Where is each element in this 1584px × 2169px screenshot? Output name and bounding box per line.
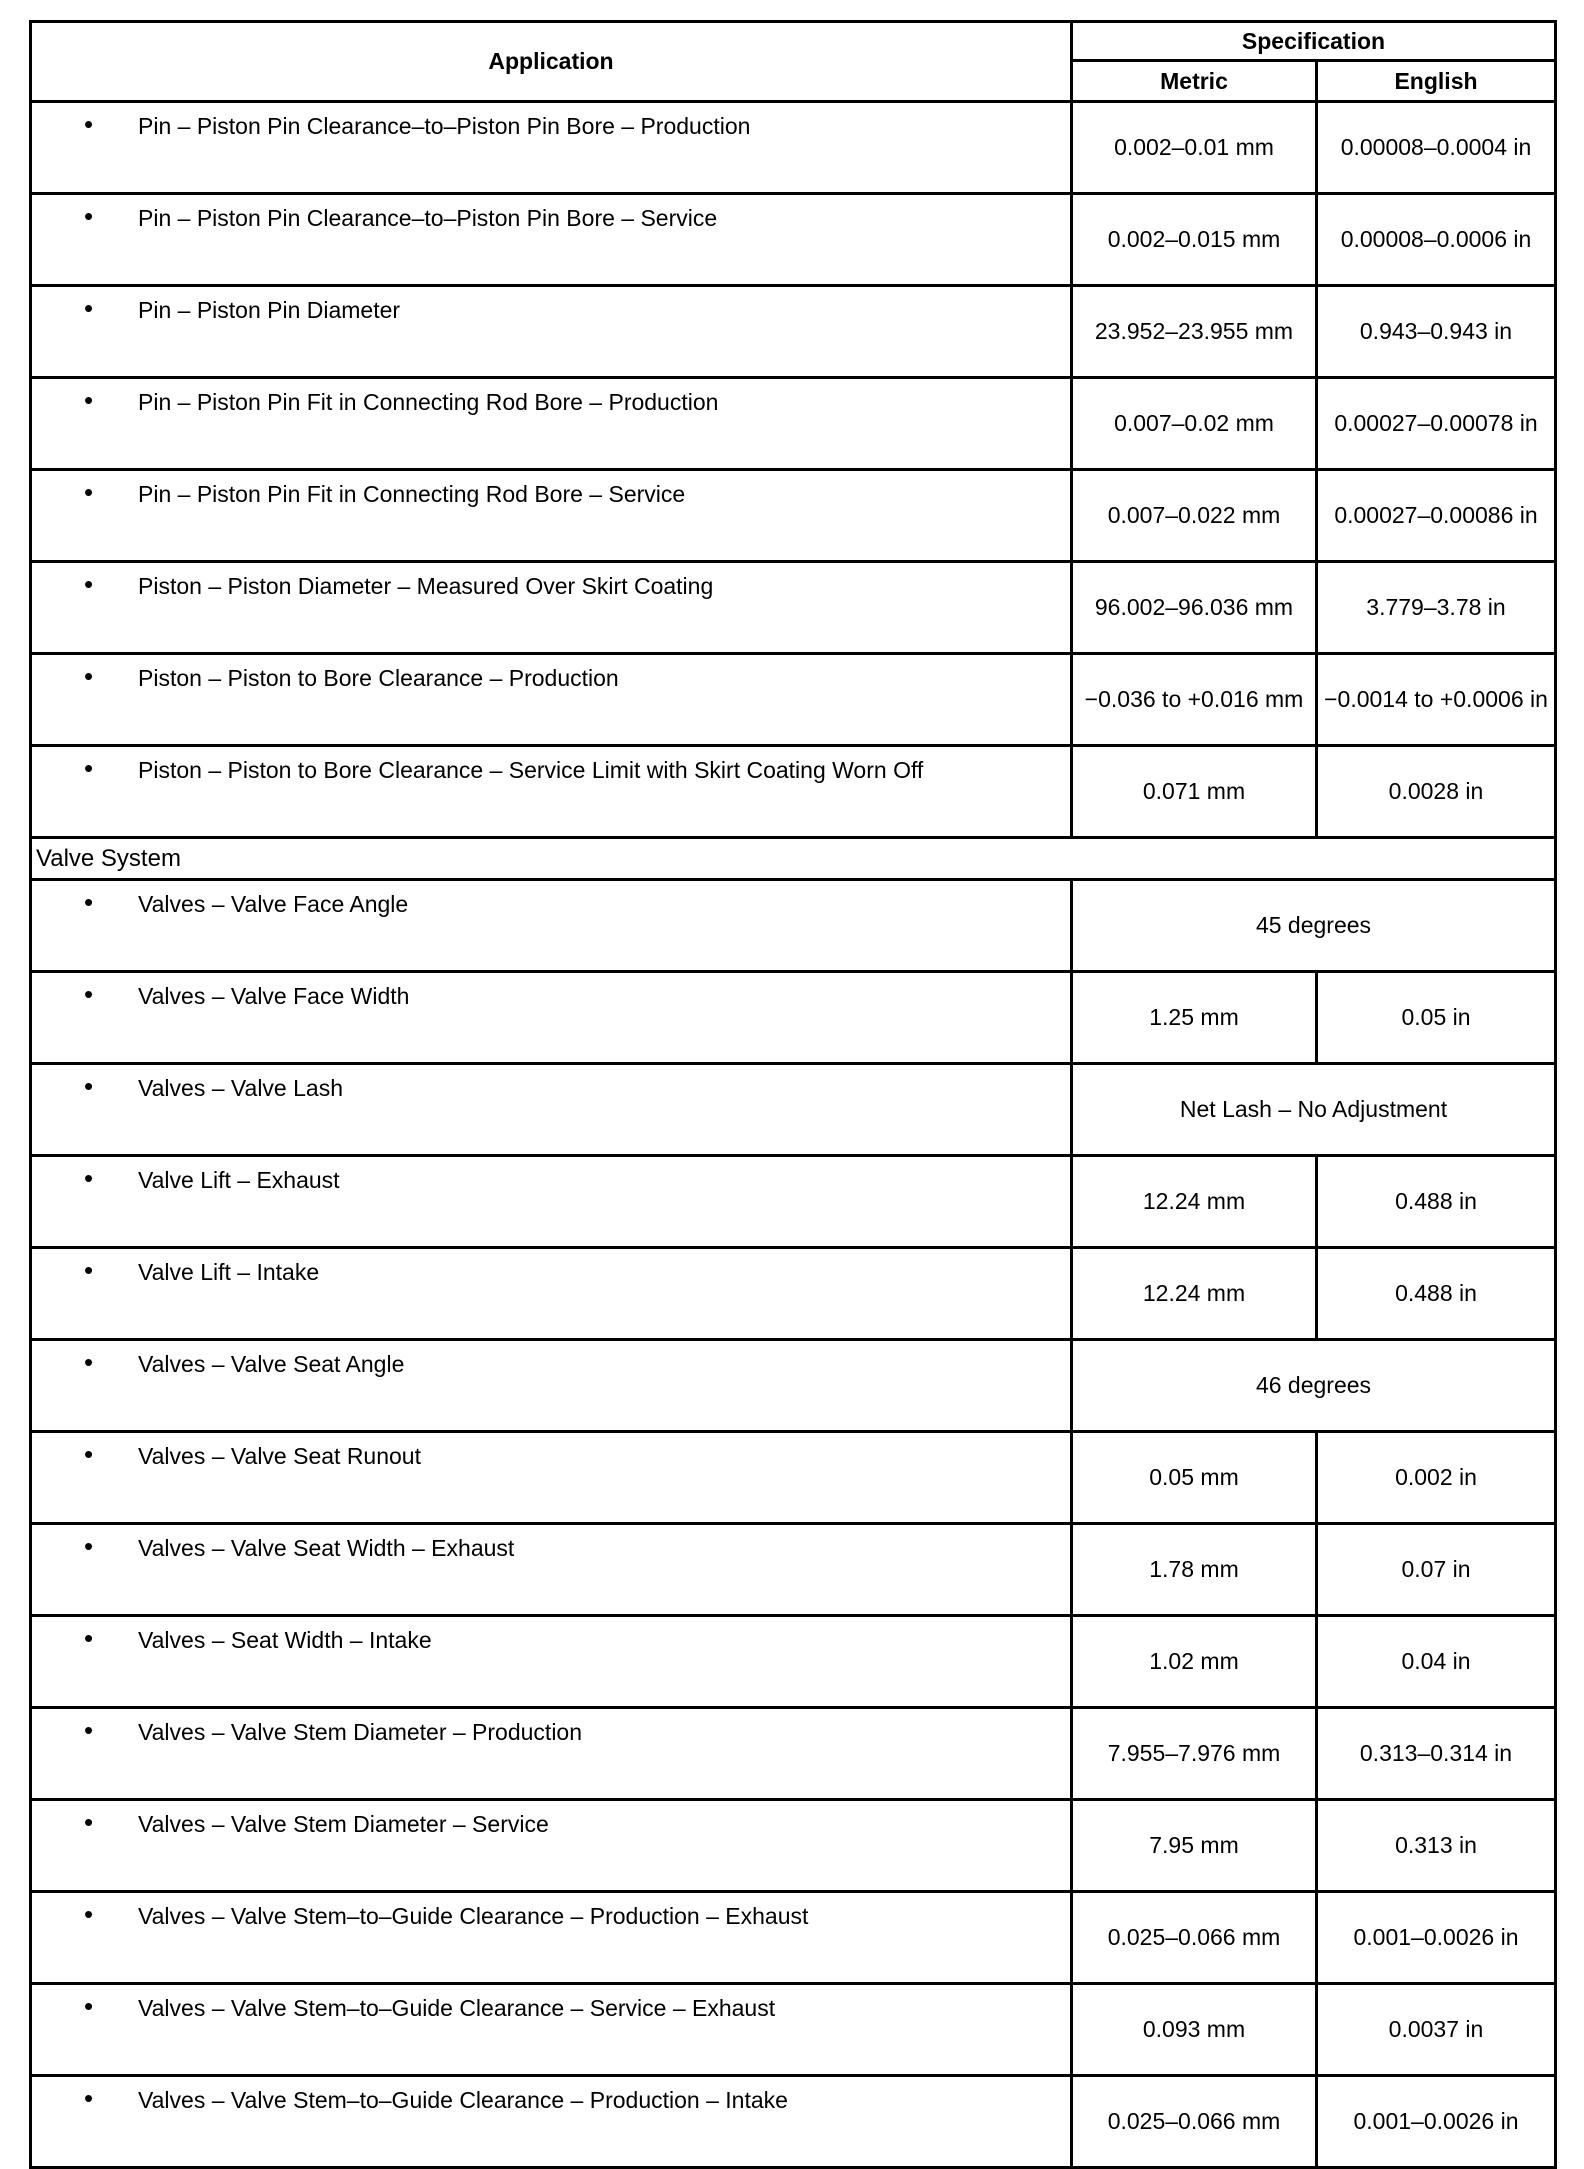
table-row: [31, 1156, 1556, 1248]
bullet-icon: •: [84, 1255, 94, 1285]
bullet-icon: •: [84, 1163, 94, 1193]
table-row: [31, 1432, 1556, 1524]
table-row: [31, 470, 1556, 562]
application-header: Application: [31, 22, 1072, 102]
metric-value-cell: 1.02 mm: [1072, 1616, 1317, 1708]
application-cell: [31, 378, 1072, 470]
table-row: [31, 880, 1556, 972]
application-cell: [31, 1892, 1072, 1984]
application-text: Valves – Valve Stem Diameter – Production: [138, 1719, 583, 1745]
application-text: Valves – Valve Face Angle: [138, 891, 409, 917]
english-value-cell: 0.00008–0.0004 in: [1317, 102, 1556, 194]
application-text: Valves – Valve Stem–to–Guide Clearance – Production – Exhaust: [138, 1903, 809, 1929]
application-cell: [31, 1156, 1072, 1248]
english-value-cell: 3.779–3.78 in: [1317, 562, 1556, 654]
metric-value-cell: 0.071 mm: [1072, 746, 1317, 838]
bullet-icon: •: [84, 887, 94, 917]
english-value-cell: 0.0028 in: [1317, 746, 1556, 838]
application-text: Valves – Valve Stem Diameter – Service: [138, 1811, 549, 1837]
table-row: [31, 102, 1556, 194]
metric-value-cell: 12.24 mm: [1072, 1156, 1317, 1248]
specification-table: [29, 20, 1557, 2169]
table-row: [31, 1984, 1556, 2076]
english-value-cell: 0.00027–0.00078 in: [1317, 378, 1556, 470]
application-text: Pin – Piston Pin Fit in Connecting Rod Bore – Service: [138, 481, 686, 507]
application-text: Valve Lift – Intake: [138, 1259, 320, 1285]
application-text: Valves – Valve Seat Runout: [138, 1443, 421, 1469]
english-value-cell: 0.00027–0.00086 in: [1317, 470, 1556, 562]
bullet-icon: •: [84, 1807, 94, 1837]
table-row: [31, 2076, 1556, 2168]
application-cell: [31, 1708, 1072, 1800]
english-value-cell: 0.488 in: [1317, 1248, 1556, 1340]
bullet-icon: •: [84, 1623, 94, 1653]
application-cell: [31, 1616, 1072, 1708]
application-text: Piston – Piston to Bore Clearance – Production: [138, 665, 619, 691]
bullet-icon: •: [84, 1899, 94, 1929]
english-header: English: [1317, 61, 1556, 102]
metric-value-cell: 1.25 mm: [1072, 972, 1317, 1064]
bullet-icon: •: [84, 109, 94, 139]
bullet-icon: •: [84, 1531, 94, 1561]
english-value-cell: 0.313–0.314 in: [1317, 1708, 1556, 1800]
english-value-cell: 0.05 in: [1317, 972, 1556, 1064]
application-text: Valves – Seat Width – Intake: [138, 1627, 432, 1653]
application-cell: [31, 1340, 1072, 1432]
bullet-icon: •: [84, 661, 94, 691]
bullet-icon: •: [84, 1715, 94, 1745]
application-cell: [31, 102, 1072, 194]
bullet-icon: •: [84, 753, 94, 783]
application-cell: [31, 1800, 1072, 1892]
bullet-icon: •: [84, 1439, 94, 1469]
application-cell: [31, 562, 1072, 654]
application-text: Valve Lift – Exhaust: [138, 1167, 340, 1193]
metric-value-cell: 7.95 mm: [1072, 1800, 1317, 1892]
application-cell: [31, 1432, 1072, 1524]
metric-value-cell: 0.05 mm: [1072, 1432, 1317, 1524]
metric-header: Metric: [1072, 61, 1317, 102]
section-row: [31, 838, 1556, 880]
bullet-icon: •: [84, 201, 94, 231]
english-value-cell: 0.001–0.0026 in: [1317, 1892, 1556, 1984]
specification-value-cell: 46 degrees: [1072, 1340, 1556, 1432]
application-cell: [31, 1064, 1072, 1156]
specification-value-cell: Net Lash – No Adjustment: [1072, 1064, 1556, 1156]
table-row: [31, 194, 1556, 286]
application-text: Valves – Valve Stem–to–Guide Clearance – Production – Intake: [138, 2087, 788, 2113]
english-value-cell: 0.04 in: [1317, 1616, 1556, 1708]
application-text: Valves – Valve Lash: [138, 1075, 343, 1101]
metric-value-cell: 1.78 mm: [1072, 1524, 1317, 1616]
english-value-cell: 0.313 in: [1317, 1800, 1556, 1892]
table-row: [31, 378, 1556, 470]
application-text: Pin – Piston Pin Clearance–to–Piston Pin Bore – Service: [138, 205, 718, 231]
bullet-icon: •: [84, 385, 94, 415]
application-cell: [31, 746, 1072, 838]
english-value-cell: 0.00008–0.0006 in: [1317, 194, 1556, 286]
bullet-icon: •: [84, 477, 94, 507]
english-value-cell: 0.002 in: [1317, 1432, 1556, 1524]
table-row: [31, 286, 1556, 378]
english-value-cell: −0.0014 to +0.0006 in: [1317, 654, 1556, 746]
metric-value-cell: 0.025–0.066 mm: [1072, 1892, 1317, 1984]
table-row: [31, 972, 1556, 1064]
bullet-icon: •: [84, 1991, 94, 2021]
table-row: [31, 1892, 1556, 1984]
english-value-cell: 0.0037 in: [1317, 1984, 1556, 2076]
metric-value-cell: 0.007–0.022 mm: [1072, 470, 1317, 562]
application-cell: [31, 470, 1072, 562]
application-cell: [31, 194, 1072, 286]
application-text: Pin – Piston Pin Fit in Connecting Rod Bore – Production: [138, 389, 719, 415]
metric-value-cell: 0.093 mm: [1072, 1984, 1317, 2076]
metric-value-cell: 23.952–23.955 mm: [1072, 286, 1317, 378]
bullet-icon: •: [84, 979, 94, 1009]
table-row: [31, 1708, 1556, 1800]
english-value-cell: 0.001–0.0026 in: [1317, 2076, 1556, 2168]
bullet-icon: •: [84, 1347, 94, 1377]
english-value-cell: 0.488 in: [1317, 1156, 1556, 1248]
bullet-icon: •: [84, 2083, 94, 2113]
section-title: Valve System: [31, 838, 1556, 880]
application-cell: [31, 2076, 1072, 2168]
bullet-icon: •: [84, 1071, 94, 1101]
metric-value-cell: 0.025–0.066 mm: [1072, 2076, 1317, 2168]
application-text: Pin – Piston Pin Clearance–to–Piston Pin Bore – Production: [138, 113, 751, 139]
application-text: Piston – Piston to Bore Clearance – Service Limit with Skirt Coating Worn Off: [138, 757, 924, 783]
metric-value-cell: 0.002–0.015 mm: [1072, 194, 1317, 286]
application-cell: [31, 286, 1072, 378]
application-text: Valves – Valve Face Width: [138, 983, 410, 1009]
table-row: [31, 1248, 1556, 1340]
english-value-cell: 0.943–0.943 in: [1317, 286, 1556, 378]
application-cell: [31, 1524, 1072, 1616]
table-row: [31, 1064, 1556, 1156]
english-value-cell: 0.07 in: [1317, 1524, 1556, 1616]
metric-value-cell: 7.955–7.976 mm: [1072, 1708, 1317, 1800]
application-cell: [31, 880, 1072, 972]
metric-value-cell: 12.24 mm: [1072, 1248, 1317, 1340]
table-row: [31, 1800, 1556, 1892]
metric-value-cell: 0.002–0.01 mm: [1072, 102, 1317, 194]
table-row: [31, 654, 1556, 746]
application-text: Pin – Piston Pin Diameter: [138, 297, 401, 323]
specification-value-cell: 45 degrees: [1072, 880, 1556, 972]
metric-value-cell: 96.002–96.036 mm: [1072, 562, 1317, 654]
table-row: [31, 746, 1556, 838]
application-text: Valves – Valve Seat Angle: [138, 1351, 405, 1377]
application-cell: [31, 654, 1072, 746]
application-cell: [31, 1248, 1072, 1340]
specification-header: Specification: [1072, 22, 1556, 61]
table-row: [31, 1616, 1556, 1708]
application-cell: [31, 1984, 1072, 2076]
application-text: Piston – Piston Diameter – Measured Over Skirt Coating: [138, 573, 714, 599]
table-row: [31, 1524, 1556, 1616]
bullet-icon: •: [84, 569, 94, 599]
metric-value-cell: −0.036 to +0.016 mm: [1072, 654, 1317, 746]
application-cell: [31, 972, 1072, 1064]
table-row: [31, 1340, 1556, 1432]
table-row: [31, 562, 1556, 654]
metric-value-cell: 0.007–0.02 mm: [1072, 378, 1317, 470]
bullet-icon: •: [84, 293, 94, 323]
application-text: Valves – Valve Seat Width – Exhaust: [138, 1535, 515, 1561]
application-text: Valves – Valve Stem–to–Guide Clearance – Service – Exhaust: [138, 1995, 776, 2021]
table-body: [31, 102, 1556, 2168]
